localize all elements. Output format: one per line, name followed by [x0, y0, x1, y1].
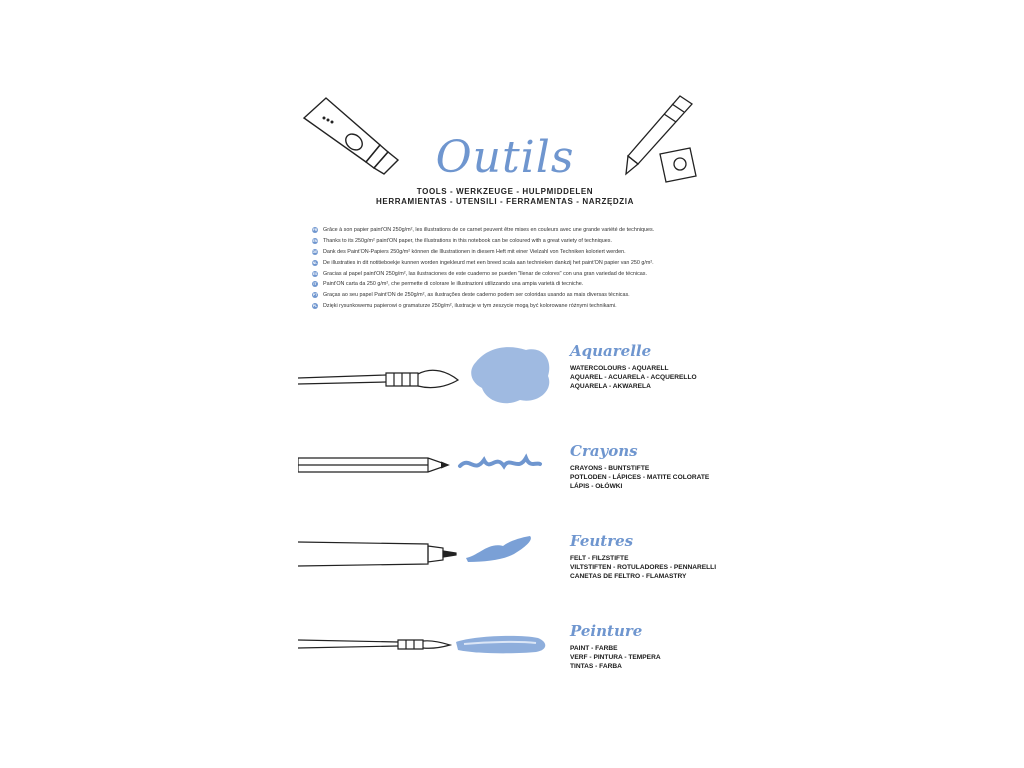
tool-translations: PAINT - FARBE VERF - PINTURA - TEMPERA TINTAS - FARBA: [570, 645, 661, 670]
tool-translations: FELT - FILZSTIFTE VILTSTIFTEN - ROTULADORES - PENNARELLI CANETAS DE FELTRO - FLAMASTRY: [570, 555, 717, 580]
tool-name: Crayons: [570, 442, 638, 460]
tool-crayons: [290, 442, 720, 522]
paint-brush-icon: [298, 622, 558, 672]
tool-name: Feutres: [570, 532, 634, 550]
intro-item: EN Thanks to its 250g/m² paint'ON paper, the illustrations in this notebook can be coloured with a great variety of techniques.: [312, 238, 612, 245]
language-flag-icon: EN: [312, 239, 318, 244]
language-flag-icon: FR: [312, 228, 318, 233]
language-flag-icon: PL: [312, 303, 318, 308]
watercolor-brush-icon: [298, 342, 558, 412]
tool-name: Aquarelle: [570, 342, 652, 360]
tool-name: Peinture: [570, 622, 643, 640]
intro-item: FR Grâce à son papier paint'ON 250g/m², les illustrations de ce carnet peuvent être mises en couleurs avec une grande variété de techniques.: [312, 227, 655, 234]
intro-item: ES Gracias al papel paint'ON 250g/m², las ilustraciones de este cuaderno se pueden "llenar de colores" con una gran variedad de técnicas.: [312, 270, 647, 277]
intro-item: PL Dzięki rysunkowemu papierowi o gramaturze 250g/m², ilustracje w tym zeszycie mogą być kolorowane różnymi technikami.: [312, 302, 617, 309]
tool-peinture: [290, 622, 720, 702]
page-title: Outils: [435, 132, 575, 183]
tool-feutres: [290, 532, 720, 612]
language-flag-icon: PT: [312, 293, 318, 298]
intro-item: NL De illustraties in dit notitieboekje kunnen worden ingekleurd met een breed scala aan technieken dankzij het paint'ON papier van 250 g/m².: [312, 259, 654, 266]
language-flag-icon: NL: [312, 260, 318, 265]
subtitle-line-1: TOOLS - WERKZEUGE - HULPMIDDELEN: [416, 187, 594, 196]
language-flag-icon: IT: [313, 282, 317, 287]
intro-item: IT Paint'ON carta da 250 g/m², che permette di colorare le illustrazioni utilizzando una ampia varietà di tecniche.: [313, 281, 584, 288]
tool-translations: WATERCOLOURS - AQUARELL AQUAREL - ACUARELA - ACQUERELLO AQUARELA - AKWARELA: [570, 365, 697, 390]
tools-page: [290, 80, 720, 700]
felt-pen-icon: [298, 532, 558, 582]
language-flag-icon: DE: [312, 249, 318, 254]
intro-list: [312, 225, 712, 311]
subtitle-line-2: HERRAMIENTAS - UTENSILI - FERRAMENTAS - NARZĘDZIA: [376, 197, 634, 206]
tool-translations: CRAYONS - BUNTSTIFTE POTLODEN - LÁPICES - MATITE COLORATE LÁPIS - OŁÓWKI: [570, 465, 710, 490]
language-flag-icon: ES: [312, 271, 318, 276]
pencil-icon: [298, 442, 558, 492]
intro-item: DE Dank des Paint'ON-Papiers 250g/m² können die Illustrationen in diesem Heft mit einer Vielzahl von Techniken koloriert werden.: [312, 248, 626, 255]
tool-aquarelle: [290, 342, 720, 422]
intro-item: PT Graças ao seu papel Paint'ON de 250g/m², as ilustrações deste caderno podem ser coloridas usando as mais diversas técnicas.: [312, 292, 630, 299]
